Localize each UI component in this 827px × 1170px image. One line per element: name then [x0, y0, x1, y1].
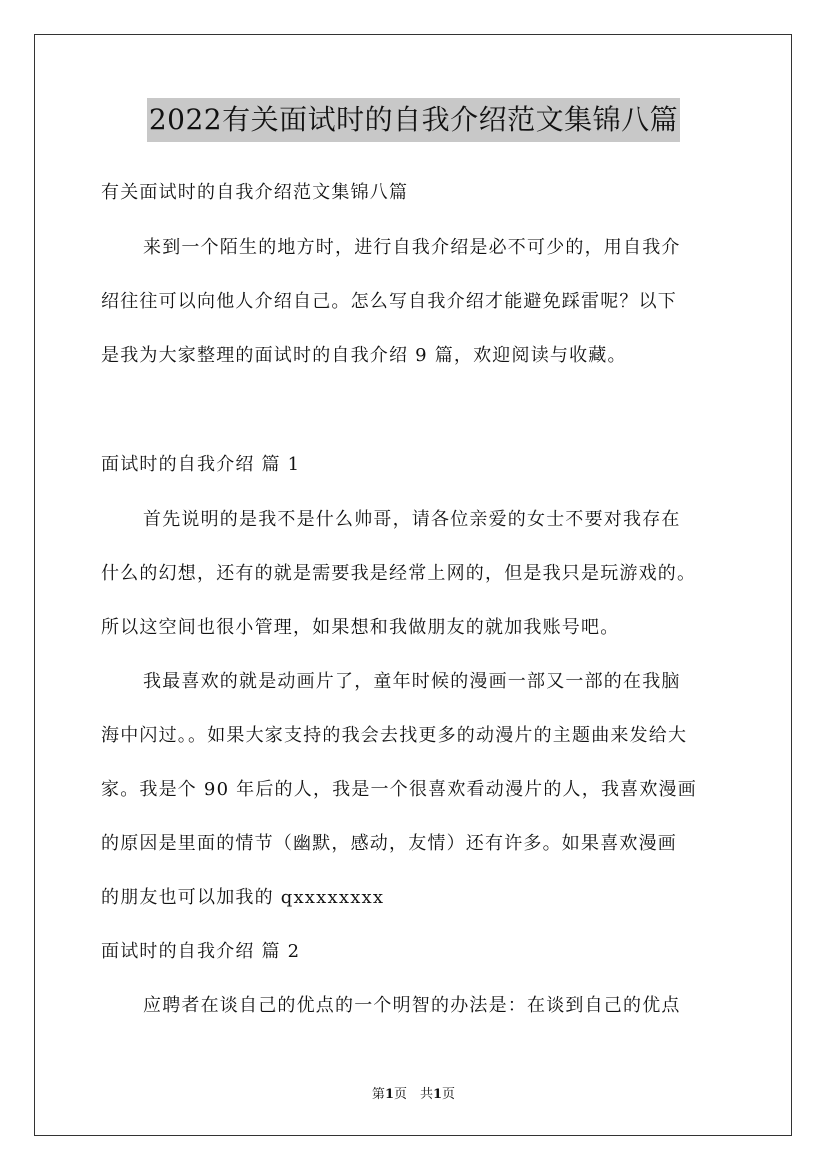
intro-line-2: 绍往往可以向他人介绍自己。怎么写自我介绍才能避免踩雷呢？以下 — [101, 291, 677, 312]
section-1-p2-line-2: 海中闪过。。如果大家支持的我会去找更多的动漫片的主题曲来发给大 — [101, 725, 688, 746]
page-footer — [0, 1083, 827, 1102]
section-1-heading: 面试时的自我介绍 篇 1 — [101, 454, 301, 475]
intro-line-1: 来到一个陌生的地方时，进行自我介绍是必不可少的，用自我介 — [143, 237, 681, 258]
section-1-p1-line-2: 什么的幻想，还有的就是需要我是经常上网的，但是我只是玩游戏的。 — [101, 563, 697, 584]
document-title-text: 2022有关面试时的自我介绍范文集锦八篇 — [147, 98, 680, 142]
footer-page-prefix: 第 — [371, 1087, 385, 1102]
document-subtitle: 有关面试时的自我介绍范文集锦八篇 — [101, 182, 409, 203]
footer-page-mid: 页 共 — [393, 1087, 433, 1102]
section-1-p2-line-4: 的原因是里面的情节（幽默，感动，友情）还有许多。如果喜欢漫画 — [101, 833, 677, 854]
footer-page-current: 1 — [384, 1087, 394, 1102]
section-1-p1-line-1: 首先说明的是我不是什么帅哥，请各位亲爱的女士不要对我存在 — [143, 509, 681, 530]
document-title — [0, 98, 827, 142]
section-2-heading: 面试时的自我介绍 篇 2 — [101, 941, 301, 962]
section-1-p1-line-3: 所以这空间也很小管理，如果想和我做朋友的就加我账号吧。 — [101, 617, 620, 638]
section-1-p2-line-1: 我最喜欢的就是动画片了，童年时候的漫画一部又一部的在我脑 — [143, 671, 681, 692]
footer-page-total: 1 — [433, 1087, 443, 1102]
section-1-p2-line-3: 家。我是个 90 年后的人，我是一个很喜欢看动漫片的人，我喜欢漫画 — [101, 779, 697, 800]
footer-page-suffix: 页 — [442, 1087, 456, 1102]
intro-line-3: 是我为大家整理的面试时的自我介绍 9 篇，欢迎阅读与收藏。 — [101, 345, 627, 366]
section-2-p1-line-1: 应聘者在谈自己的优点的一个明智的办法是：在谈到自己的优点 — [143, 995, 681, 1016]
section-1-p2-line-5: 的朋友也可以加我的 qxxxxxxxx — [101, 887, 385, 908]
